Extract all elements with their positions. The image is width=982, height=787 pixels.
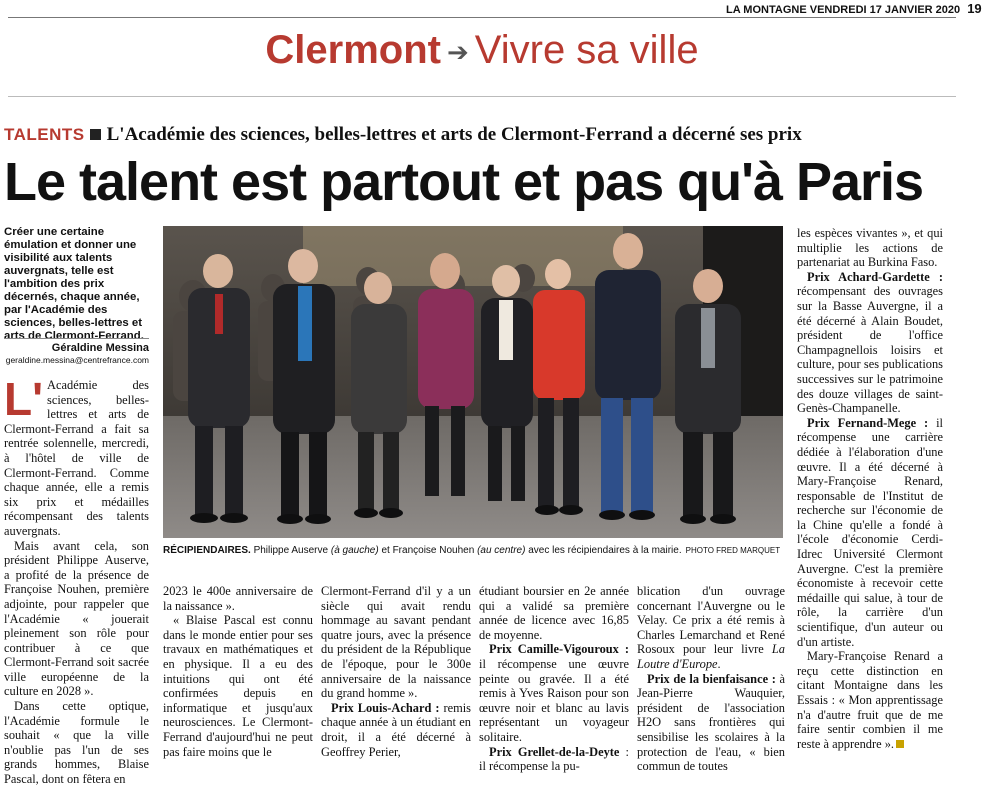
article-column-5: [637, 584, 785, 774]
paragraph: étudiant boursier en 2e année qui a validé sa première année de licence avec 16,85 de moyenne.: [479, 584, 629, 642]
paragraph: les espèces vivantes », et qui multiplie les actions de partenariat au Burkina Faso.: [797, 226, 943, 270]
end-square-icon: [896, 740, 904, 748]
prize-name: Prix Louis-Achard :: [331, 700, 440, 715]
paragraph: il récompense une carrière dédiée à l'élaboration d'une œuvre. Il a été décerné à Mary-Françoise Renard, responsable de l'Institut de recherche sur l'économie de la Chine qu'elle a fondé à l'école d'économie Cerdi-Idrec Université Clermont Auvergne. C'est la première économiste à recevoir cette médaille qui salue, à tour de rôle, la carrière d'un scientifique, d'un auteur ou d'un artiste.: [797, 415, 943, 649]
kicker: [4, 124, 884, 150]
article-column-4: [479, 584, 630, 774]
square-bullet-icon: [90, 129, 101, 140]
caption-text: (à gauche): [330, 545, 379, 556]
byline: [4, 338, 149, 372]
group-photo: [163, 226, 783, 538]
author-email: geraldine.messina@centrefrance.com: [5, 355, 149, 365]
caption-text: Philippe Auserve: [250, 545, 331, 556]
page-number: 19: [967, 1, 982, 16]
paragraph: à Jean-Pierre Wauquier, président de l'association H2O sans frontières qui sensibilise les scolaires à la protection de l'eau, « bien commun de toutes: [637, 671, 785, 774]
article-column-3: [321, 584, 471, 765]
prize-name: Prix Achard-Gardette :: [807, 269, 943, 284]
paragraph: « Blaise Pascal est connu dans le monde entier pour ses travaux en mathématiques et en physique. Il a eu des intuitions qui ont été confirmées depuis en informatique et jusqu'aux neurosciences. Le Clermont-Ferrand d'aujourd'hui ne peut pas faire moins que le: [163, 613, 313, 759]
section-rule: [8, 96, 956, 97]
paragraph: Dans cette optique, l'Académie formule le souhait « que la ville n'oublie pas l'un de ses grands hommes, Blaise Pascal, dont on fêtera en: [4, 699, 149, 787]
section-city: Clermont: [265, 28, 441, 72]
prize-name: Prix Fernand-Mege :: [807, 415, 929, 430]
paragraph: : il récompense la pu-: [479, 744, 630, 774]
page-header: [726, 1, 982, 17]
issue-date: VENDREDI 17 JANVIER 2020: [809, 4, 961, 16]
paragraph: 2023 le 400e anniversaire de la naissance ».: [163, 584, 313, 613]
drop-cap: L': [4, 373, 44, 425]
paragraph: blication d'un ouvrage concernant l'Auvergne ou le Velay. Ce prix a été remis à Charles Lemarchand et René Rosoux pour leur livre: [637, 584, 785, 657]
newspaper-name: LA MONTAGNE: [726, 4, 807, 16]
right-arrow-icon: ➔: [446, 36, 469, 67]
prize-name: Prix Grellet-de-la-Deyte: [489, 744, 620, 759]
paragraph: il récompense une œuvre peinte ou gravée. Il a été remis à Yves Raison pour son œuvre noir et blanc au lavis représentant un voyageur solitaire.: [479, 656, 629, 744]
header-rule: [8, 17, 956, 18]
paragraph: remis chaque année à un étudiant en droit, il a été décerné à Geoffrey Perier,: [321, 700, 471, 759]
author-name: Géraldine Messina: [51, 342, 149, 354]
article-column-6: [797, 226, 943, 765]
kicker-text: L'Académie des sciences, belles-lettres et arts de Clermont-Ferrand a décerné ses prix: [106, 124, 802, 145]
lead-paragraph: Créer une certaine émulation et donner une visibilité aux talents auvergnats, telle est l'ambition des prix décernés, chaque année, par l'Académie des sciences, belles-lettres et arts de Clermont-Ferrand.: [4, 226, 144, 342]
prize-name: Prix Camille-Vigouroux :: [489, 642, 629, 657]
article-column-1: [4, 373, 149, 787]
prize-name: Prix de la bienfaisance :: [647, 671, 776, 686]
photo-caption: [163, 544, 783, 562]
caption-text: avec les récipiendaires à la mairie.: [525, 545, 682, 556]
caption-text: (au centre): [477, 545, 526, 556]
article-column-2: [163, 584, 313, 765]
book-title: La Loutre d'Europe: [637, 642, 785, 671]
photo-illustration: [163, 226, 783, 538]
caption-label: RÉCIPIENDAIRES.: [163, 545, 251, 556]
section-title: [0, 28, 964, 80]
paragraph: Mary-Françoise Renard a reçu cette distinction en citant Montaigne dans les Essais : « Mon apprentissage n'a d'autre fruit que de me faire sentir combien il me reste à apprendre ».: [797, 649, 943, 751]
photo-credit: PHOTO FRED MARQUET: [685, 546, 781, 555]
paragraph: récompensant des ouvrages sur la Basse Auvergne, il a été décerné à Alain Boudet, président de l'office Champagnellois loisirs et culture, pour ses publications successives sur le patrimoine des douze villages de saint-Genès-Champanelle.: [797, 284, 943, 416]
caption-text: et Françoise Nouhen: [378, 545, 478, 556]
paragraph: Académie des sciences, belles-lettres et arts de Clermont-Ferrand a fait sa rentrée solennelle, mercredi, à l'hôtel de ville de Clermont-Ferrand. Comme chaque année, elle a remis six prix et médailles récompensant des talents auvergnats.: [4, 378, 149, 538]
paragraph: Clermont-Ferrand d'il y a un siècle qui avait rendu hommage au savant pendant quatre jours, avec la présence du président de la République de l'époque, pour le 300e anniversaire de la naissance du grand homme ».: [321, 584, 471, 701]
kicker-tag: TALENTS: [4, 125, 85, 144]
headline: Le talent est partout et pas qu'à Paris: [4, 152, 924, 212]
paragraph: Mais avant cela, son président Philippe Auserve, a profité de la présence de Françoise Nouhen, première adjointe, pour rappeler que l'Académie « jouerait pleinement son rôle pour contribuer à ce que Clermont-Ferrand soit sacrée ville européenne de la culture en 2028 ».: [4, 538, 149, 699]
paragraph: .: [717, 656, 721, 671]
section-name: Vivre sa ville: [474, 28, 699, 72]
byline-rule: [4, 338, 149, 339]
